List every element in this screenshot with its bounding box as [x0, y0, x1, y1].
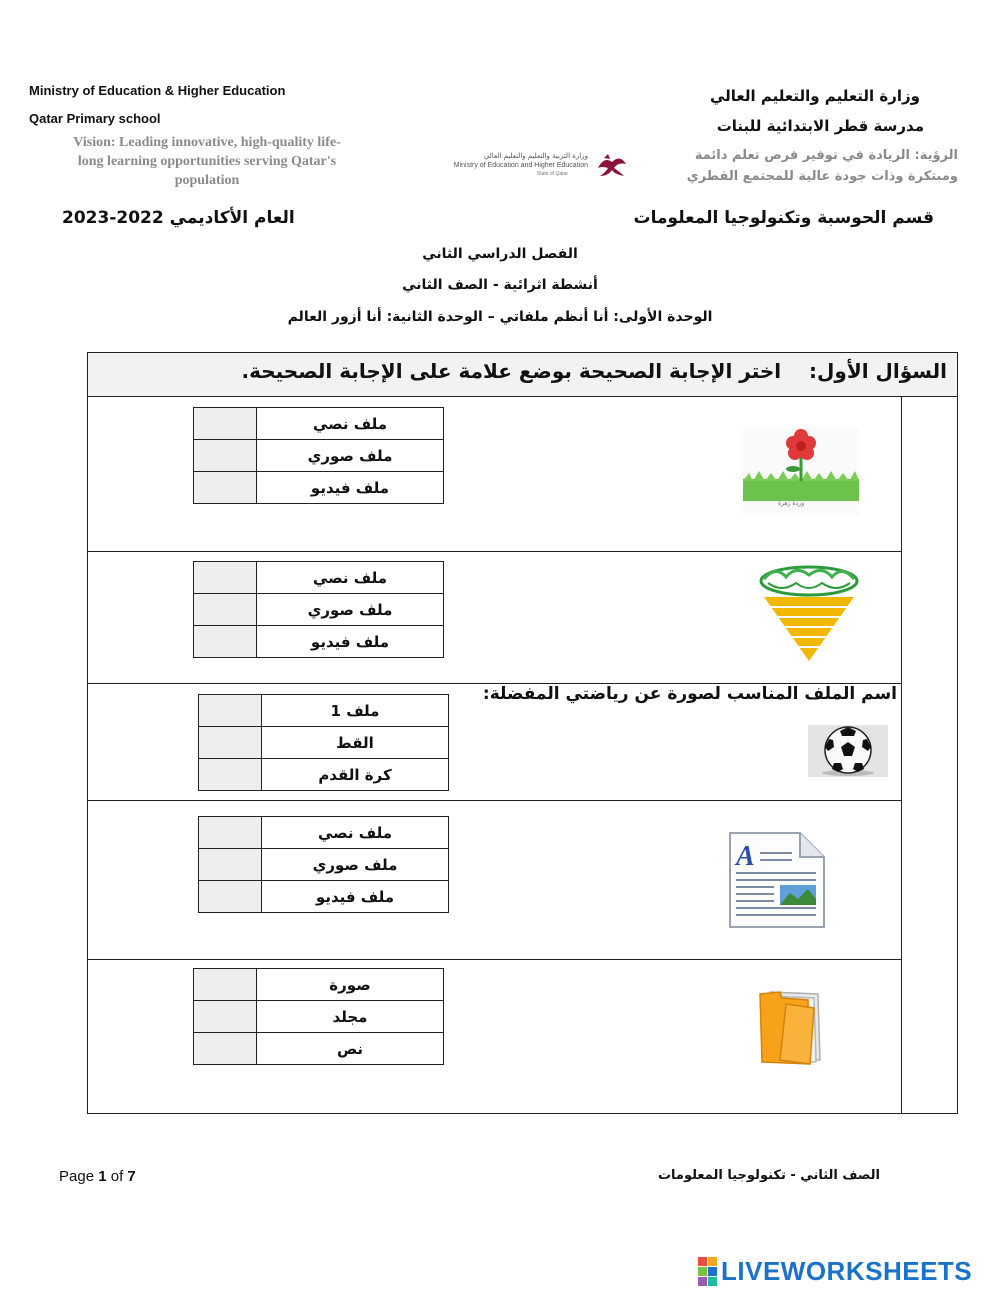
option-row: [194, 562, 444, 594]
liveworksheets-logo[interactable]: [698, 1257, 972, 1285]
option-label: ملف نصي: [257, 562, 444, 594]
department-title: قسم الحوسبة وتكنولوجيا المعلومات: [633, 208, 934, 228]
image-caption: وردة زهرة: [778, 500, 805, 507]
option-row: [199, 695, 449, 727]
ministry-name-en: Ministry of Education & Higher Education: [29, 83, 286, 98]
page-number: [59, 1168, 136, 1185]
answer-checkbox[interactable]: [194, 440, 257, 472]
activity-title: أنشطة اثرائية - الصف الثاني: [402, 277, 598, 293]
row-divider: [88, 551, 901, 552]
option-label: ملف فيديو: [257, 472, 444, 504]
school-name-en: Qatar Primary school: [29, 111, 161, 126]
answer-checkbox[interactable]: [194, 408, 257, 440]
row-divider: [88, 959, 901, 960]
page-total: 7: [127, 1168, 136, 1185]
options-table: [193, 968, 444, 1065]
option-row: [194, 594, 444, 626]
answer-checkbox[interactable]: [199, 817, 262, 849]
column-divider: [901, 397, 902, 1113]
answer-checkbox[interactable]: [194, 969, 257, 1001]
page-of: of: [110, 1168, 124, 1185]
option-row: [194, 440, 444, 472]
option-row: [194, 626, 444, 658]
academic-year: العام الأكاديمي 2022-2023: [62, 208, 295, 228]
answer-checkbox[interactable]: [199, 881, 262, 913]
vision-en-line: population: [174, 173, 240, 188]
liveworksheets-brand: LIVEWORKSHEETS: [721, 1255, 973, 1286]
question-title: [241, 359, 947, 383]
svg-text:A: A: [736, 841, 755, 872]
option-row: [194, 969, 444, 1001]
footer-course: الصف الثاني - تكنولوجيا المعلومات: [657, 1168, 880, 1183]
logo-text-ar: وزارة التربية والتعليم والتعليم العالي: [483, 152, 588, 160]
question-instruction: اختر الإجابة الصحيحة بوضع علامة على الإجابة الصحيحة.: [241, 359, 782, 383]
logo-subtext: State of Qatar: [536, 171, 568, 177]
option-label: ملف فيديو: [257, 626, 444, 658]
option-row: [194, 472, 444, 504]
question-frame: [87, 352, 958, 1114]
vision-en-line: long learning opportunities serving Qatar's: [77, 154, 337, 169]
ministry-name-ar: وزارة التعليم والتعليم العالي: [709, 87, 920, 105]
question-header: [88, 353, 957, 397]
option-label: نص: [257, 1033, 444, 1065]
options-table: [198, 816, 449, 913]
options-table: [193, 407, 444, 504]
option-label: ملف نصي: [262, 817, 449, 849]
page-prefix: Page: [59, 1168, 95, 1185]
answer-checkbox[interactable]: [199, 727, 262, 759]
vision-ar: [687, 145, 958, 187]
option-label: ملف صوري: [257, 594, 444, 626]
option-label: مجلد: [257, 1001, 444, 1033]
answer-checkbox[interactable]: [199, 759, 262, 791]
folder-icon: [756, 988, 826, 1068]
semester-title: الفصل الدراسي الثاني: [422, 246, 578, 262]
answer-checkbox[interactable]: [194, 626, 257, 658]
option-label: ملف صوري: [257, 440, 444, 472]
option-label: صورة: [257, 969, 444, 1001]
liveworksheets-icon: [698, 1257, 717, 1286]
vision-ar-line: الرؤية: الريادة في توفير فرص تعلم دائمة: [694, 148, 958, 163]
options-table: [193, 561, 444, 658]
ministry-logo: [405, 150, 630, 180]
qatar-flag-drawing-image: [756, 563, 862, 663]
units-title: الوحدة الأولى: أنا أنظم ملفاتي – الوحدة الثانية: أنا أزور العالم: [287, 309, 713, 325]
page-current: 1: [98, 1168, 107, 1185]
option-label: ملف نصي: [257, 408, 444, 440]
answer-checkbox[interactable]: [194, 472, 257, 504]
option-label: ملف فيديو: [262, 881, 449, 913]
question-number: السؤال الأول:: [809, 359, 947, 383]
option-label: ملف صوري: [262, 849, 449, 881]
answer-checkbox[interactable]: [199, 849, 262, 881]
option-row: [194, 408, 444, 440]
answer-checkbox[interactable]: [194, 594, 257, 626]
logo-text-en: Ministry of Education and Higher Education: [453, 162, 588, 169]
text-document-icon: [724, 829, 830, 931]
option-row: [199, 759, 449, 791]
option-row: [194, 1033, 444, 1065]
option-row: [199, 881, 449, 913]
school-name-ar: مدرسة قطر الابتدائية للبنات: [716, 117, 924, 135]
soccer-ball-image: [808, 725, 888, 777]
options-table: [198, 694, 449, 791]
option-row: [199, 727, 449, 759]
option-row: [199, 817, 449, 849]
vision-en: [38, 133, 376, 190]
option-row: [199, 849, 449, 881]
row-divider: [88, 800, 901, 801]
ministry-emblem-icon: [594, 150, 630, 180]
vision-ar-line: ومبتكرة وذات جودة عالية للمجتمع القطري: [686, 169, 958, 184]
answer-checkbox[interactable]: [194, 562, 257, 594]
answer-checkbox[interactable]: [194, 1033, 257, 1065]
vision-en-line: Vision: Leading innovative, high-quality life-: [73, 135, 341, 150]
option-label: كرة القدم: [262, 759, 449, 791]
option-label: القط: [262, 727, 449, 759]
question-prompt: اسم الملف المناسب لصورة عن رياضتي المفضلة:: [482, 684, 897, 704]
answer-checkbox[interactable]: [194, 1001, 257, 1033]
option-row: [194, 1001, 444, 1033]
answer-checkbox[interactable]: [199, 695, 262, 727]
option-label: ملف 1: [262, 695, 449, 727]
